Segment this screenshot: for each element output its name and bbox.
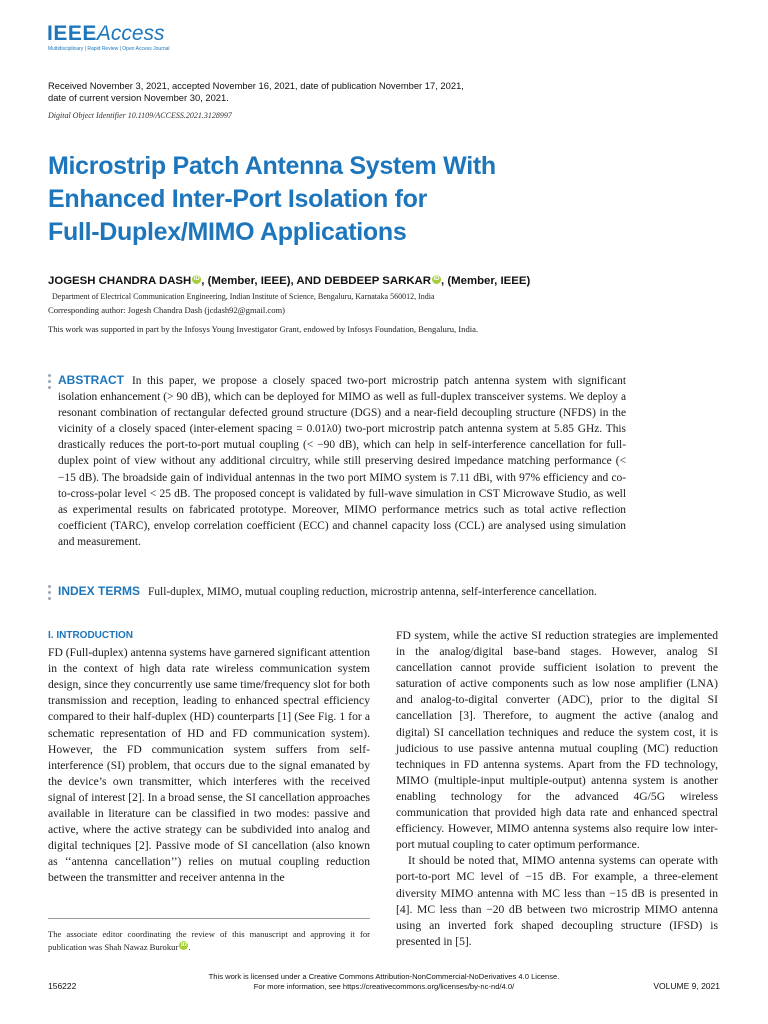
affiliation: Department of Electrical Communication Engineering, Indian Institute of Science, Bengaluru, Karnataka 560012, India	[52, 292, 435, 301]
intro-paragraph-3: It should be noted that, MIMO antenna systems can operate with port-to-port MC level of −15 dB. For example, a three-element diversity MIMO antenna with MC less than −15 dB is presented in [4]. MC less than −20 dB between two microstrip MIMO antenna using an inverted fork shaped decoupling structure (IFSD) is presented in [5].	[396, 854, 718, 948]
author-1-suffix: , (Member, IEEE), AND DEBDEEP SARKAR	[201, 275, 432, 287]
journal-logo	[47, 22, 165, 46]
received-line-2: date of current version November 30, 2021.	[48, 92, 229, 103]
orcid-icon[interactable]: iD	[433, 276, 440, 282]
logo-access: Access	[96, 22, 165, 45]
title-line-1: Microstrip Patch Antenna System With	[48, 152, 496, 180]
page-number: 156222	[48, 981, 77, 991]
title-line-3: Full-Duplex/MIMO Applications	[48, 218, 407, 246]
index-terms-marker-icon	[48, 585, 51, 603]
doi: Digital Object Identifier 10.1109/ACCESS.2021.3128997	[48, 111, 232, 120]
index-terms-text: Full-duplex, MIMO, mutual coupling reduction, microstrip antenna, self-interference cancellation.	[148, 586, 597, 598]
orcid-icon[interactable]: iD	[193, 276, 200, 282]
editor-footnote: The associate editor coordinating the review of this manuscript and approving it for publication was Shah Nawaz Burokur iD .	[48, 929, 370, 952]
intro-paragraph-1: FD (Full-duplex) antenna systems have garnered significant attention in the context of high data rate wireless communication system design, since they concurrently use same time/frequency slot for both transmission and reception, leading to enhanced spectral efficiency compared to their half-duplex (HD) counterparts [1] (See Fig. 1 for a schematic representation of HD and FD communication system). However, the FD communication system suffers from self-interference (SI) problem, that occurs due to the signal emanated by the device’s own transmitter, which interferes with the received signal of interest [2]. In a broad sense, the SI cancellation approaches available in literature can be classified in two modes: passive and active, where the active strategy can be subdivided into analog and digital techniques [2]. Passive mode of SI cancellation (also known as ‘‘antenna cancellation’’) relies on mutual coupling reduction between the transmitter and receiver antenna in the	[48, 646, 370, 885]
abstract-marker-icon	[48, 374, 51, 392]
license-line-1: This work is licensed under a Creative Commons Attribution-NonCommercial-NoDerivatives 4.0 License.	[208, 972, 560, 981]
logo-ieee: IEEE	[47, 22, 97, 45]
title-line-2: Enhanced Inter-Port Isolation for	[48, 185, 428, 213]
author-2-suffix: , (Member, IEEE)	[441, 275, 531, 287]
column-left	[48, 628, 370, 887]
section-heading: I. INTRODUCTION	[48, 630, 133, 641]
abstract-label: ABSTRACT	[58, 373, 124, 387]
corresponding-author: Corresponding author: Jogesh Chandra Dash (jcdash92@gmail.com)	[48, 305, 286, 315]
index-terms	[58, 583, 626, 600]
abstract	[58, 372, 626, 550]
journal-tagline: Multidisciplinary | Rapid Review | Open Access Journal	[48, 46, 170, 52]
index-terms-label: INDEX TERMS	[58, 584, 141, 598]
author-1-name: JOGESH CHANDRA DASH	[48, 275, 192, 287]
paper-title	[48, 150, 568, 249]
license-link[interactable]: For more information, see https://creativecommons.org/licenses/by-nc-nd/4.0/	[253, 982, 515, 991]
volume-label: VOLUME 9, 2021	[653, 981, 720, 991]
footnote-text: The associate editor coordinating the review of this manuscript and approving it for publication was Shah Nawaz Burokur	[48, 929, 370, 952]
received-line-1: Received November 3, 2021, accepted November 16, 2021, date of publication November 17, 2021,	[48, 80, 464, 91]
column-right	[396, 628, 718, 950]
funding-note: This work was supported in part by the Infosys Young Investigator Grant, endowed by Infosys Foundation, Bengaluru, India.	[48, 324, 479, 334]
intro-paragraph-2: FD system, while the active SI reduction strategies are implemented in the analog/digital base-band stages. However, analog SI cancellation cannot provide sufficient isolation to prevent the saturation of active components such as low nose amplifier (LNA) and analog-to-digital converter (ADC), prior to the digital SI cancellation [3]. Therefore, to augment the active (analog and digital) SI cancellation techniques and reduce the system cost, it is judicious to use passive antenna mutual coupling (MC) reduction techniques in FD antenna systems. Apart from the FD technology, MIMO (multiple-input multiple-output) antenna system is another enabling technology for the advanced 4G/5G wireless communication that provided high data rate and enhanced spectral efficiency. However, MIMO antenna systems also require low inter-port mutual coupling to cater optimum performance.	[396, 629, 718, 852]
orcid-icon[interactable]: iD	[180, 942, 187, 948]
abstract-text: In this paper, we propose a closely spaced two-port microstrip patch antenna system with significant isolation enhancement (> 90 dB), which can be deployed for MIMO as well as full-duplex transceiver systems. We deploy a resonant combination of rectangular defected ground structure (DGS) and a near-field decoupling structure (NFDS) in the vicinity of a closely spaced (inter-element spacing = 0.01λ0) two-port microstrip patch antenna system at 5.85 GHz. This drastically reduces the port-to-port mutual coupling (< −90 dB), which can help in self-interference cancellation for full-duplex point of view without any additional circuitry, while still preserving desired impedance matching performance (< −15 dB). The broadside gain of individual antennas in the two port MIMO system is 7.11 dBi, with 97% efficiency and co-to-cross-polar level < 25 dB. The proposed concept is validated by full-wave simulation in CST Microwave Studio, as well as experimental results on fabricated prototype. Moreover, MIMO performance metrics such as total active reflection coefficient (TARC), envelop correlation coefficient (ECC) and channel capacity loss (CCL) are analysed using simulation and measurement.	[58, 375, 626, 548]
footnote-divider	[48, 918, 370, 919]
author-line	[48, 275, 530, 287]
